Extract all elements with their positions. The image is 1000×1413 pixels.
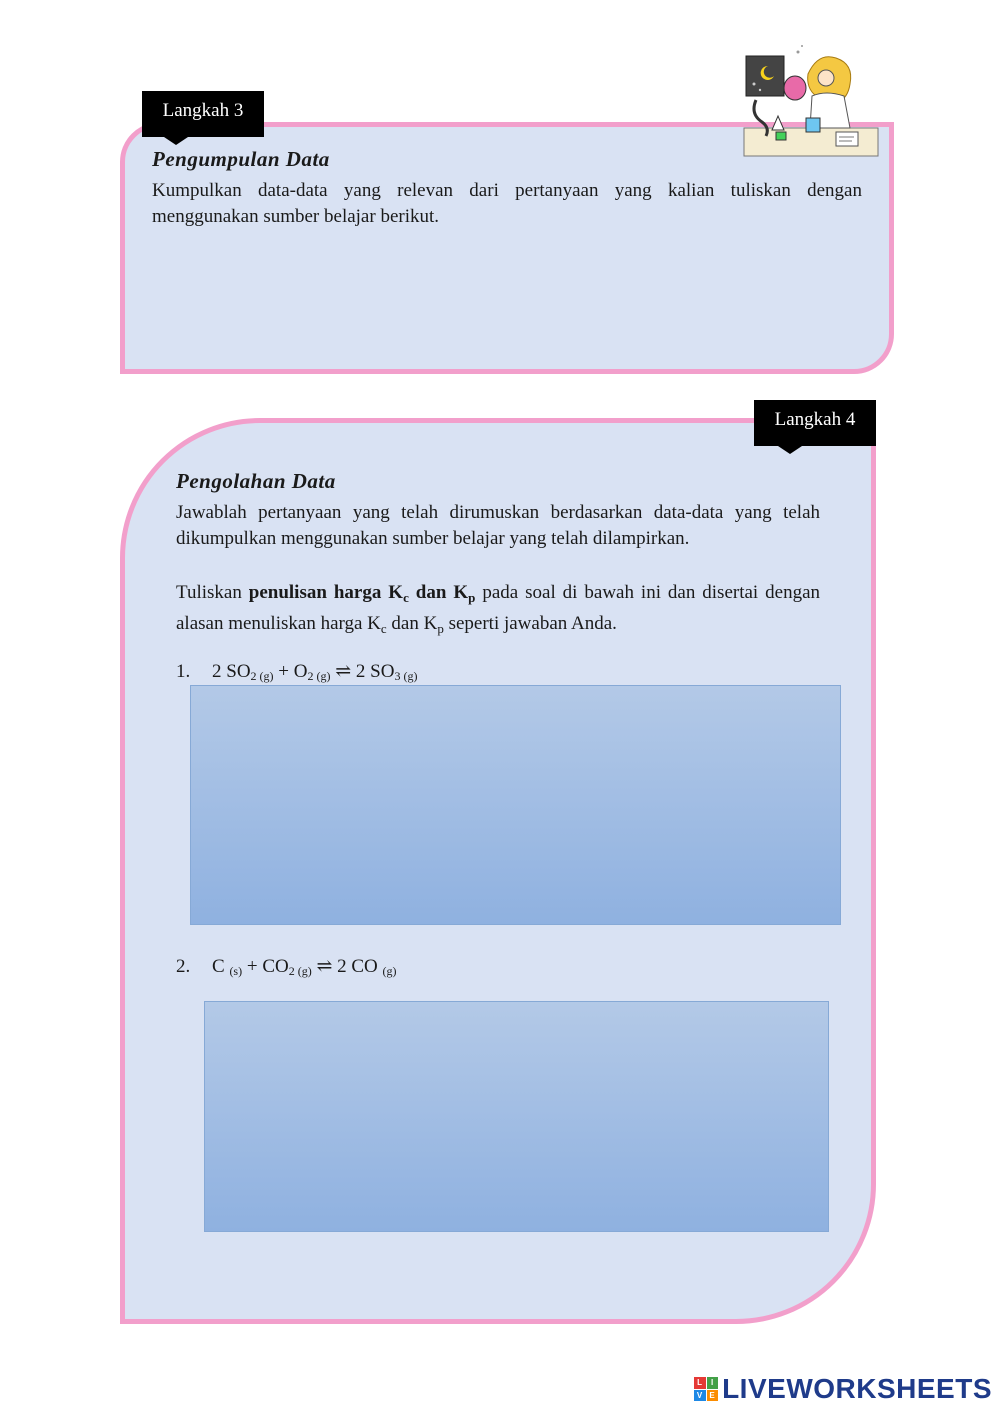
question-2: 2. C $_{(s)} + CO_{2 (g)}$ ⇌ 2 CO $_{(g)}$ (176, 956, 397, 978)
langkah4-tag: Langkah 4 (754, 400, 876, 446)
langkah3-tag: Langkah 3 (142, 91, 264, 137)
question-1: 1. 2 $SO_{2 (g)} + O_{2 (g)}$ ⇌ 2 $SO_{3 (g)}$ (176, 661, 418, 683)
liveworksheets-logo (694, 1373, 992, 1405)
langkah4-text: Jawablah pertanyaan yang telah dirumuskan berdasarkan data-data yang telah dikumpulkan menggunakan sumber belajar yang telah dilampirkan. (176, 502, 820, 549)
langkah3-heading: Pengumpulan Data (152, 147, 330, 171)
logo-mark-icon: L I V E (694, 1377, 718, 1401)
langkah4-heading: Pengolahan Data (176, 469, 336, 493)
answer-box-2[interactable] (204, 1001, 829, 1232)
logo-text: LIVEWORKSHEETS (722, 1373, 992, 1404)
answer-box-1[interactable] (190, 685, 841, 925)
instruction-text: Tuliskan penulisan harga $K_c$ dan $K_p$ pada soal di bawah ini dan disertai dengan alasan menuliskan harga $K_c$ dan $K_p$ seperti jawaban Anda. (176, 582, 821, 636)
scientist-illustration (742, 44, 882, 158)
langkah3-text: Kumpulkan data-data yang relevan dari pertanyaan yang kalian tuliskan dengan menggunakan sumber belajar berikut. (152, 180, 862, 227)
